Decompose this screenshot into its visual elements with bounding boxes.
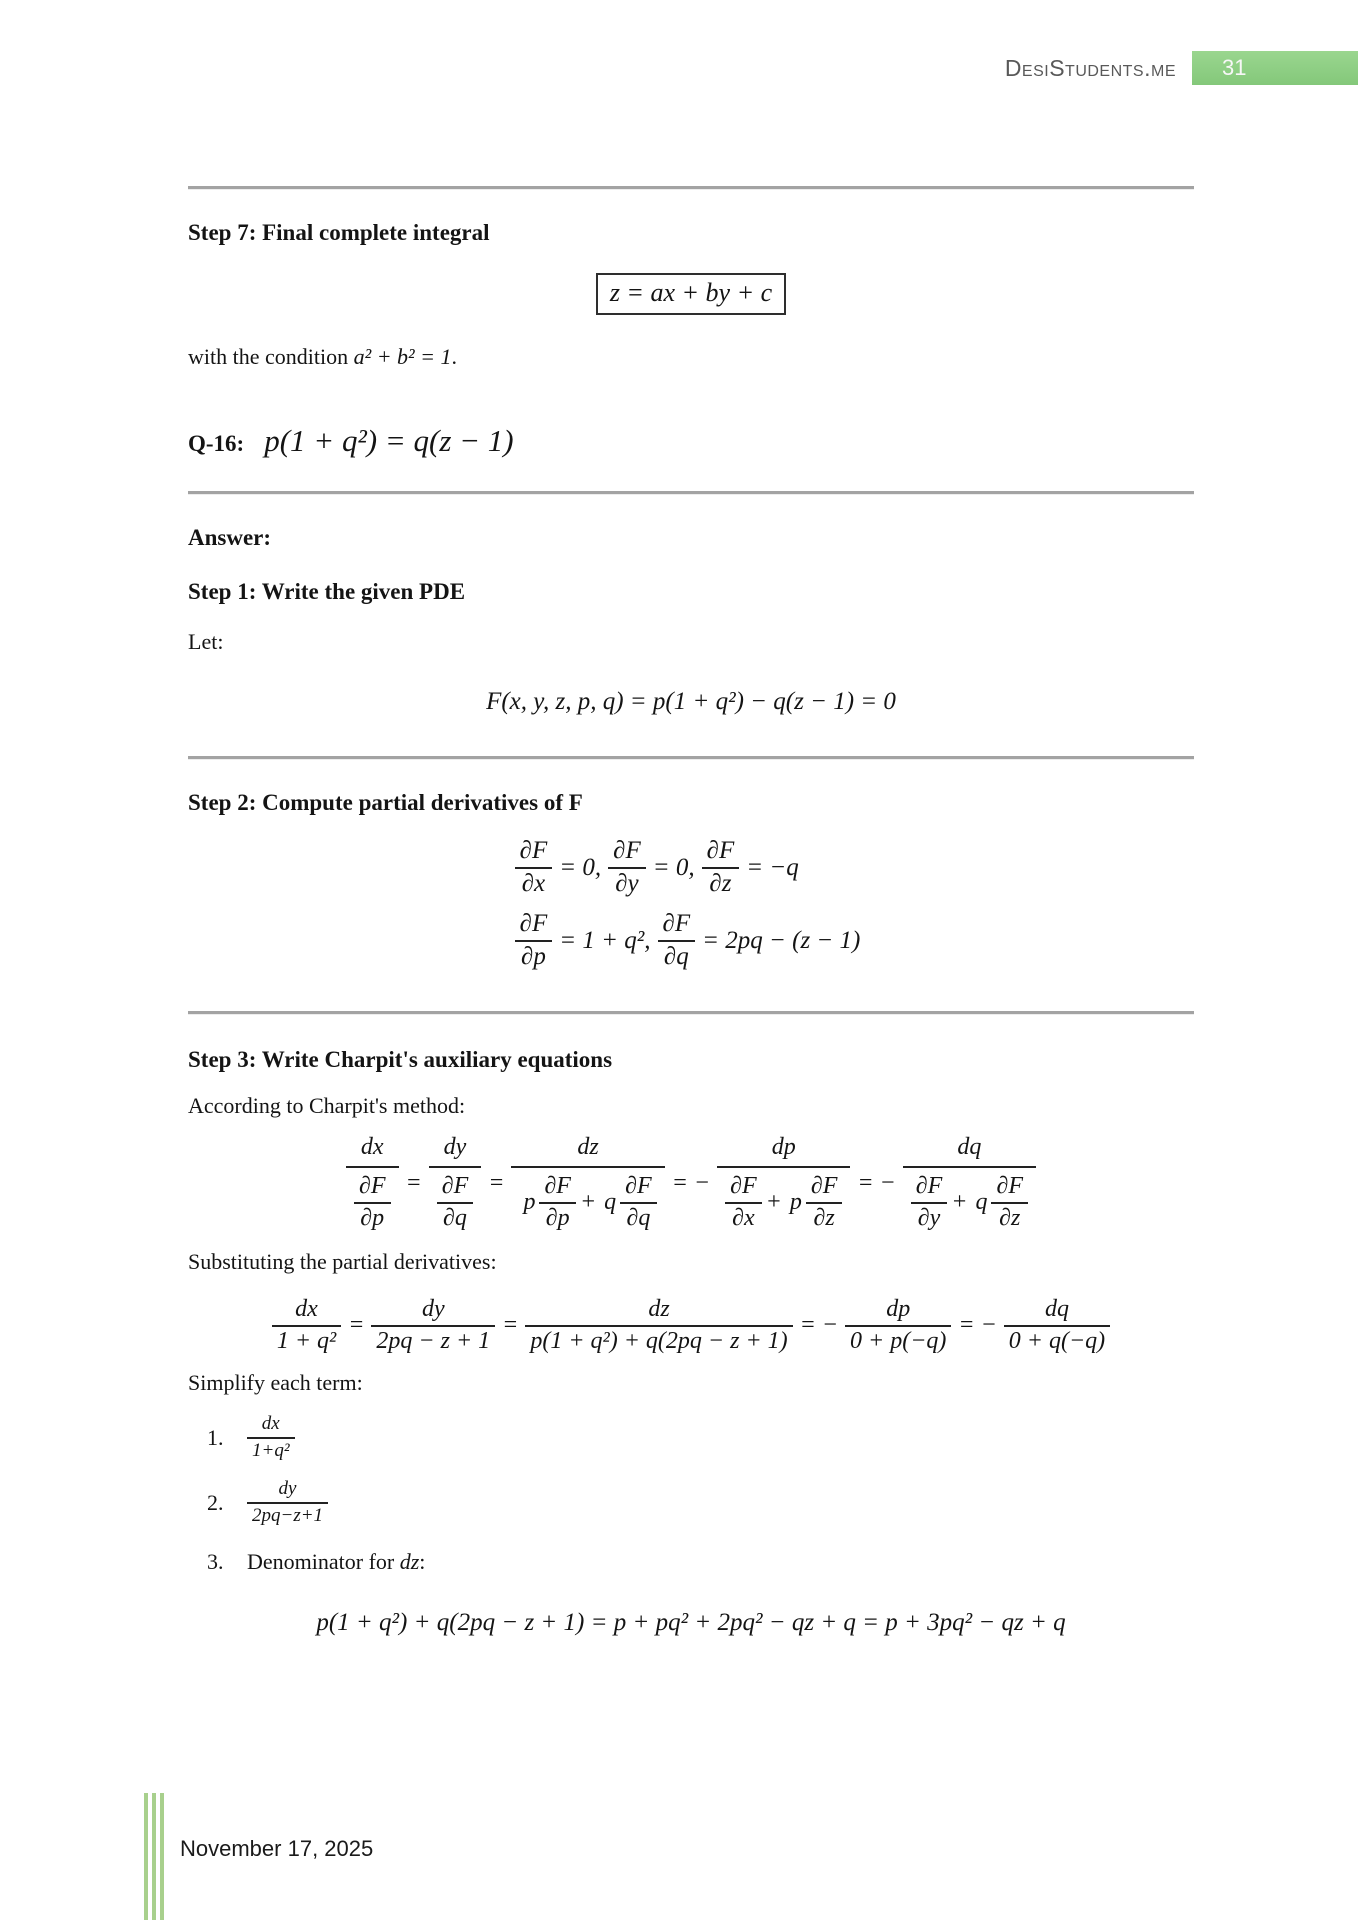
math-fraction	[658, 910, 696, 971]
fraction-denominator: ∂q	[620, 1202, 657, 1232]
site-name: DesiStudents.me	[1004, 54, 1176, 81]
math-fraction	[272, 1296, 341, 1355]
green-bar	[144, 1793, 148, 1920]
fraction-denominator: ∂z	[806, 1202, 843, 1232]
partials-line-2	[515, 910, 868, 971]
math-fraction	[437, 1173, 474, 1232]
fraction-denominator: ∂q	[658, 940, 696, 971]
fraction-denominator: 1 + q²	[272, 1325, 341, 1355]
fraction-numerator: ∂F	[441, 1173, 469, 1199]
fraction-numerator: dx	[295, 1296, 318, 1322]
list-item	[207, 1478, 1194, 1527]
footer-date: November 17, 2025	[180, 1836, 374, 1861]
step2-heading: Step 2: Compute partial derivatives of F	[188, 790, 583, 815]
math-fraction	[806, 1173, 843, 1232]
section-divider	[188, 756, 1194, 759]
document-body	[188, 150, 1194, 1637]
simplify-heading: Simplify each term:	[188, 1370, 363, 1395]
relation: =	[502, 1312, 519, 1338]
relation: = −	[799, 1312, 839, 1338]
relation: =	[405, 1169, 422, 1196]
fraction-numerator: ∂F	[519, 837, 548, 864]
fraction-numerator: dz	[648, 1296, 670, 1322]
page-number-badge	[1192, 51, 1358, 85]
math-fraction	[608, 837, 646, 898]
coefficient: p	[789, 1189, 802, 1215]
fraction-denominator: 0 + p(−q)	[845, 1325, 951, 1355]
denominator-expansion-equation: p(1 + q²) + q(2pq − z + 1) = p + pq² + 2pq² − qz + q = p + 3pq² − qz + q	[316, 1609, 1066, 1636]
answer-heading: Answer:	[188, 525, 272, 550]
footer-accent-bars	[144, 1793, 168, 1920]
list-number: 2.	[207, 1489, 224, 1515]
relation: = −	[671, 1169, 711, 1196]
final-integral-equation: z = ax + by + c	[596, 273, 786, 315]
operator-plus: +	[951, 1189, 968, 1215]
coefficient: q	[604, 1189, 617, 1215]
section-divider	[188, 186, 1194, 189]
math-fraction	[539, 1173, 576, 1232]
step1-heading: Step 1: Write the given PDE	[188, 579, 466, 604]
fraction-numerator: dq	[957, 1134, 982, 1160]
fraction-denominator: 2pq−z+1	[247, 1502, 328, 1527]
section-divider	[188, 1011, 1194, 1014]
fraction-numerator: ∂F	[625, 1173, 652, 1199]
condition-line	[188, 343, 1194, 371]
coefficient: q	[975, 1189, 988, 1215]
fraction-denominator	[429, 1166, 482, 1232]
math-fraction	[247, 1413, 295, 1462]
step7-heading: Step 7: Final complete integral	[188, 220, 490, 245]
fraction-denominator	[511, 1166, 664, 1232]
let-label: Let:	[188, 629, 224, 654]
math-fraction	[247, 1478, 328, 1527]
section-divider	[188, 491, 1194, 494]
fraction-denominator: ∂z	[702, 867, 740, 898]
equation-stack	[515, 837, 868, 971]
relation: = −	[958, 1312, 997, 1338]
condition-period: .	[451, 344, 457, 369]
fraction-numerator: ∂F	[662, 910, 691, 937]
operator-plus: +	[579, 1189, 597, 1215]
partials-line-1	[515, 837, 868, 898]
fraction-numerator: ∂F	[706, 837, 735, 864]
condition-text: with the condition	[188, 344, 354, 369]
fraction-denominator: ∂x	[725, 1202, 762, 1232]
fraction-numerator: dp	[886, 1296, 911, 1322]
list-number: 1.	[207, 1424, 224, 1450]
boxed-equation-row	[188, 273, 1194, 315]
fraction-denominator: ∂y	[608, 867, 646, 898]
list-item	[207, 1413, 1194, 1462]
question-equation: p(1 + q²) = q(z − 1)	[264, 423, 514, 458]
fraction-numerator: ∂F	[613, 837, 641, 864]
charpit-auxiliary-equation	[188, 1134, 1194, 1232]
math-fraction	[515, 910, 553, 971]
relation: =	[348, 1312, 365, 1338]
math-fraction	[515, 837, 553, 898]
charpit-intro: According to Charpit's method:	[188, 1093, 466, 1118]
operator-plus: +	[765, 1189, 782, 1215]
math-fraction	[702, 837, 740, 898]
question-16	[188, 423, 1194, 459]
fraction-numerator: dz	[577, 1134, 599, 1160]
math-fraction	[371, 1296, 495, 1355]
condition-math: a² + b² = 1	[353, 344, 452, 369]
fraction-denominator: 1+q²	[247, 1437, 295, 1462]
math-fraction	[620, 1173, 657, 1232]
pde-function-equation: F(x, y, z, p, q) = p(1 + q²) − q(z − 1) = 0	[486, 688, 896, 715]
fraction-denominator: ∂y	[911, 1202, 948, 1232]
fraction-denominator	[903, 1166, 1036, 1232]
item3-text: Denominator for	[247, 1549, 400, 1574]
fraction-numerator: ∂F	[915, 1173, 943, 1199]
fraction-numerator: ∂F	[544, 1173, 571, 1199]
math-fraction	[725, 1173, 762, 1232]
step3-heading: Step 3: Write Charpit's auxiliary equations	[188, 1047, 613, 1072]
charpit-term-dz	[511, 1134, 664, 1232]
fraction-numerator: dq	[1044, 1296, 1069, 1322]
fraction-numerator: ∂F	[358, 1173, 386, 1199]
fraction-numerator: dx	[261, 1413, 280, 1434]
fraction-numerator: ∂F	[996, 1173, 1024, 1199]
math-fraction	[845, 1296, 951, 1355]
substituted-equation	[188, 1296, 1194, 1355]
partial-derivatives-block	[188, 837, 1194, 971]
fraction-denominator: 2pq − z + 1	[371, 1325, 495, 1355]
page-number: 31	[1222, 55, 1247, 80]
question-label: Q-16:	[188, 431, 245, 456]
relation: = 2pq − (z − 1)	[702, 926, 861, 954]
relation: = 0,	[652, 853, 695, 881]
relation: =	[488, 1169, 505, 1196]
green-bar	[160, 1793, 164, 1920]
item3-math: dz	[399, 1549, 420, 1574]
math-fraction	[911, 1173, 948, 1232]
fraction-denominator: ∂p	[354, 1202, 391, 1232]
relation: = 0,	[559, 853, 602, 881]
fraction-numerator: dx	[360, 1134, 384, 1160]
fraction-numerator: dy	[421, 1296, 445, 1322]
fraction-denominator: ∂q	[437, 1202, 474, 1232]
list-number: 3.	[207, 1549, 224, 1574]
relation: = −q	[746, 853, 799, 881]
page-header	[0, 51, 1358, 85]
list-item	[207, 1549, 1194, 1575]
green-bar	[152, 1793, 156, 1920]
math-fraction	[991, 1173, 1028, 1232]
math-fraction	[525, 1296, 792, 1355]
fraction-denominator: 0 + q(−q)	[1004, 1325, 1110, 1355]
fraction-denominator: ∂p	[515, 940, 553, 971]
fraction-denominator: ∂p	[539, 1202, 576, 1232]
relation: = −	[857, 1169, 896, 1196]
math-fraction	[1004, 1296, 1110, 1355]
item3-colon: :	[419, 1549, 426, 1574]
fraction-numerator: dp	[771, 1134, 796, 1160]
substituting-label: Substituting the partial derivatives:	[188, 1249, 497, 1274]
coefficient: p	[523, 1189, 536, 1215]
fraction-denominator: ∂z	[991, 1202, 1028, 1232]
fraction-denominator	[717, 1166, 850, 1232]
fraction-numerator: ∂F	[810, 1173, 838, 1199]
fraction-numerator: dy	[443, 1134, 467, 1160]
list-item-text	[247, 1549, 425, 1575]
fraction-numerator: dy	[278, 1478, 297, 1499]
fraction-numerator: ∂F	[519, 910, 548, 937]
relation: = 1 + q²,	[559, 926, 651, 954]
charpit-term-dx	[346, 1134, 399, 1232]
charpit-term-dq	[903, 1134, 1036, 1232]
charpit-term-dp	[717, 1134, 850, 1232]
fraction-denominator: p(1 + q²) + q(2pq − z + 1)	[525, 1325, 792, 1355]
charpit-term-dy	[429, 1134, 482, 1232]
fraction-numerator: ∂F	[730, 1173, 757, 1199]
fraction-denominator: ∂x	[515, 867, 553, 898]
math-fraction	[354, 1173, 391, 1232]
fraction-denominator	[346, 1166, 399, 1232]
